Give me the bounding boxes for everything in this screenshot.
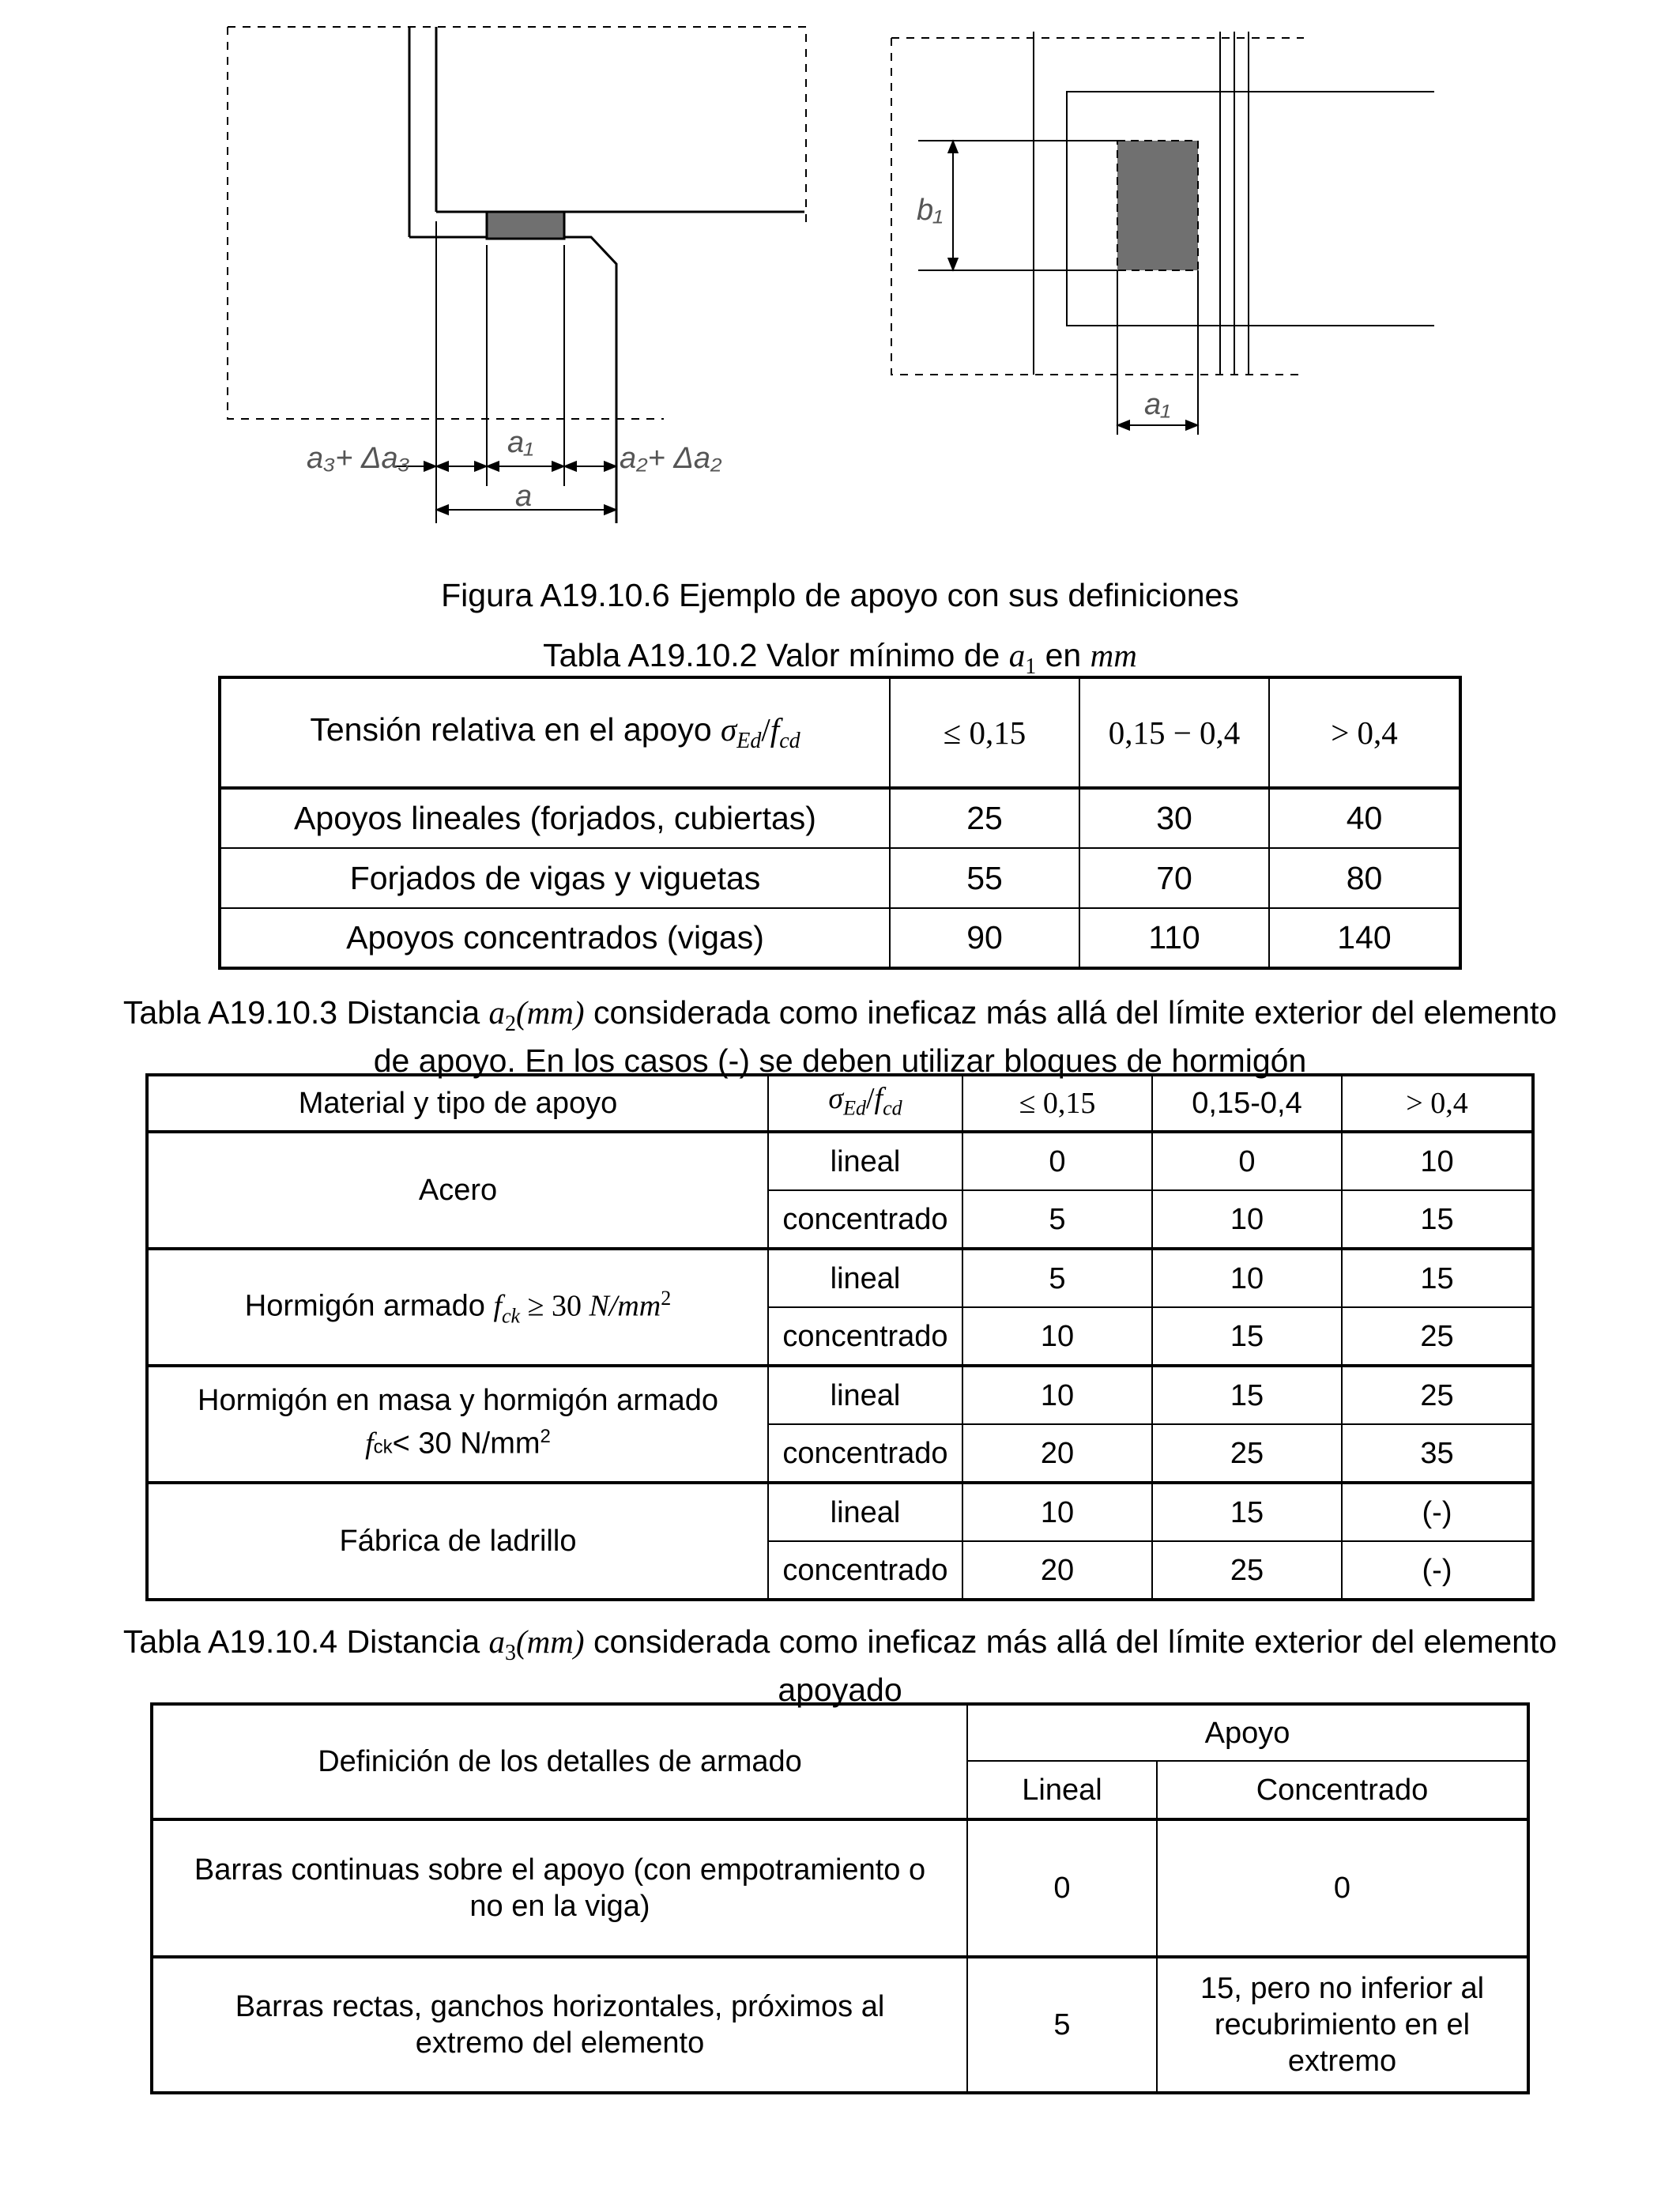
table3-cell: 25 [1152, 1424, 1342, 1483]
table-row [220, 848, 1460, 908]
table2-cell: 110 [1079, 908, 1269, 968]
table3-col-3: > 0,4 [1342, 1075, 1533, 1132]
plan-sketch [891, 32, 1434, 435]
table4-caption-sub: 3 [505, 1641, 517, 1666]
table4-cell-concentrado: 0 [1157, 1819, 1528, 1957]
table3-cell: 25 [1152, 1541, 1342, 1600]
table3-cell: (-) [1342, 1541, 1533, 1600]
table3-type: concentrado [768, 1307, 962, 1366]
label-a3-delta-a3: a₃+ Δa₃ [307, 442, 410, 475]
label-a2-delta-a2: a₂+ Δa₂ [620, 442, 722, 475]
table3-col-1: ≤ 0,15 [962, 1075, 1152, 1132]
table3-cell: 10 [962, 1483, 1152, 1541]
table2-header-f: f [770, 711, 780, 748]
table3-type: concentrado [768, 1424, 962, 1483]
table3-group-label-f: f [493, 1289, 502, 1323]
label-a1-plan: a₁ [1144, 388, 1171, 421]
table2-caption-unit: mm [1090, 637, 1137, 673]
table3-group-label-tail: ≥ 30 [520, 1289, 590, 1323]
table3-caption [0, 993, 1680, 1080]
bearing-pad-plan [1117, 141, 1198, 270]
table4-cell-lineal: 0 [967, 1819, 1157, 1957]
table3-caption-sub: 2 [505, 1012, 517, 1037]
table3-group-label2-tail: < 30 N/mm [392, 1427, 541, 1461]
table-min-a1 [218, 676, 1462, 970]
table2-caption-mid: en [1036, 637, 1090, 673]
support-definition-figure [0, 0, 1680, 545]
table3-cell: 15 [1342, 1249, 1533, 1307]
table-a2-distance [145, 1073, 1535, 1601]
table3-cell: 10 [1152, 1249, 1342, 1307]
table2-caption-var: a [1008, 637, 1026, 673]
table3-col-2: 0,15-0,4 [1152, 1075, 1342, 1132]
table4-caption-line2: apoyado [778, 1672, 902, 1709]
table4-row-label: Barras continuas sobre el apoyo (con empotramiento o no en la viga) [152, 1819, 967, 1957]
table3-group-label-unit: N/mm [589, 1289, 661, 1323]
table3-caption-post: considerada como ineficaz más allá del límite exterior del elemento [584, 994, 1558, 1031]
table-row [147, 1132, 1533, 1190]
table3-group-label [147, 1249, 768, 1366]
table2-col-2: 0,15 − 0,4 [1079, 677, 1269, 788]
table3-type: concentrado [768, 1190, 962, 1249]
table3-cell: 5 [962, 1190, 1152, 1249]
table3-header-ratio [768, 1075, 962, 1132]
table3-cell: 0 [1152, 1132, 1342, 1190]
table-row [147, 1366, 1533, 1424]
table3-type: lineal [768, 1366, 962, 1424]
table2-row-label: Apoyos lineales (forjados, cubiertas) [220, 788, 890, 848]
table3-caption-pre: Tabla A19.10.3 Distancia [122, 994, 489, 1031]
table4-header-lineal: Lineal [967, 1761, 1157, 1819]
table3-cell: 10 [1152, 1190, 1342, 1249]
table3-group-label2-sup: 2 [540, 1426, 551, 1448]
table3-cell: 25 [1342, 1366, 1533, 1424]
table3-group-label-text: Hormigón armado [244, 1289, 494, 1323]
table2-cell: 90 [890, 908, 1079, 968]
label-a1: a₁ [507, 426, 534, 459]
table3-group-label-line2 [158, 1419, 758, 1466]
table3-group-label [147, 1366, 768, 1483]
table3-header-sigma: σ [828, 1081, 844, 1115]
table3-group-label-sub: ck [502, 1304, 521, 1328]
table-row [147, 1249, 1533, 1307]
table4-header-apoyo: Apoyo [967, 1704, 1528, 1761]
table3-cell: 35 [1342, 1424, 1533, 1483]
table3-cell: 5 [962, 1249, 1152, 1307]
table4-header-definition: Definición de los detalles de armado [152, 1704, 967, 1819]
table3-cell: 15 [1152, 1307, 1342, 1366]
table3-cell: 20 [962, 1424, 1152, 1483]
table2-cell: 55 [890, 848, 1079, 908]
table3-cell: 0 [962, 1132, 1152, 1190]
table3-cell: 15 [1152, 1483, 1342, 1541]
table3-type: lineal [768, 1132, 962, 1190]
table2-header-text: Tensión relativa en el apoyo [310, 711, 721, 748]
table2-header-sub-cd: cd [779, 729, 800, 754]
table3-cell: 15 [1152, 1366, 1342, 1424]
table2-caption-text: Tabla A19.10.2 Valor mínimo de [543, 637, 1009, 673]
table3-header-f: f [874, 1081, 883, 1115]
table2-header-sub-ed: Ed [736, 729, 762, 754]
label-a: a [515, 480, 533, 513]
table3-cell: 10 [962, 1307, 1152, 1366]
table3-caption-line2: de apoyo. En los casos (-) se deben utilizar bloques de hormigón [373, 1042, 1307, 1080]
table3-cell: (-) [1342, 1483, 1533, 1541]
table2-header-label [220, 677, 890, 788]
table3-type: lineal [768, 1483, 962, 1541]
table-row [147, 1483, 1533, 1541]
table3-type: lineal [768, 1249, 962, 1307]
table4-caption-line1 [0, 1622, 1680, 1673]
table3-group-label-line1: Hormigón en masa y hormigón armado [198, 1384, 718, 1418]
table4-caption [0, 1622, 1680, 1710]
table-row [152, 1819, 1528, 1957]
table2-cell: 30 [1079, 788, 1269, 848]
table3-cell: 20 [962, 1541, 1152, 1600]
table3-group-label: Acero [147, 1132, 768, 1249]
table3-type: concentrado [768, 1541, 962, 1600]
table3-group-label2-sub: ck [373, 1436, 393, 1458]
table4-caption-var: a [488, 1623, 506, 1660]
table3-cell: 25 [1342, 1307, 1533, 1366]
table2-header-sigma: σ [721, 711, 737, 748]
table2-row-label: Forjados de vigas y viguetas [220, 848, 890, 908]
table4-row-label: Barras rectas, ganchos horizontales, próximos al extremo del elemento [152, 1957, 967, 2093]
table4-caption-post: considerada como ineficaz más allá del límite exterior del elemento [584, 1623, 1558, 1660]
table3-header-sub-ed: Ed [843, 1096, 866, 1120]
table4-caption-unit: (mm) [516, 1623, 585, 1660]
table3-header-sub-cd: cd [883, 1096, 902, 1120]
table3-cell: 10 [962, 1366, 1152, 1424]
table2-cell: 80 [1269, 848, 1460, 908]
table2-caption-sub: 1 [1025, 654, 1037, 680]
table3-cell: 10 [1342, 1132, 1533, 1190]
bearing-pad [487, 212, 564, 239]
table4-cell-concentrado: 15, pero no inferior al recubrimiento en el extremo [1157, 1957, 1528, 2093]
figure-caption: Figura A19.10.6 Ejemplo de apoyo con sus definiciones [441, 577, 1239, 613]
table3-caption-line1 [0, 993, 1680, 1044]
table2-cell: 70 [1079, 848, 1269, 908]
table2-cell: 25 [890, 788, 1079, 848]
table3-group-label2-f: f [365, 1427, 374, 1461]
table2-header-slash: / [761, 711, 770, 748]
table-row [220, 908, 1460, 968]
table-a3-distance [150, 1702, 1530, 2094]
table2-cell: 40 [1269, 788, 1460, 848]
table3-group-label: Fábrica de ladrillo [147, 1483, 768, 1600]
table3-group-label-sup: 2 [661, 1286, 672, 1310]
table-row [152, 1957, 1528, 2093]
table2-cell: 140 [1269, 908, 1460, 968]
table4-cell-lineal: 5 [967, 1957, 1157, 2093]
table3-header-slash: / [865, 1081, 875, 1115]
table4-caption-pre: Tabla A19.10.4 Distancia [122, 1623, 489, 1660]
table2-row-label: Apoyos concentrados (vigas) [220, 908, 890, 968]
table2-col-3: > 0,4 [1269, 677, 1460, 788]
table3-caption-var: a [488, 994, 506, 1031]
table4-header-concentrado: Concentrado [1157, 1761, 1528, 1819]
table2-col-1: ≤ 0,15 [890, 677, 1079, 788]
table3-caption-unit: (mm) [516, 994, 585, 1031]
table3-cell: 15 [1342, 1190, 1533, 1249]
label-b1: b₁ [917, 194, 944, 227]
table3-header-material: Material y tipo de apoyo [147, 1075, 768, 1132]
table-row [220, 788, 1460, 848]
